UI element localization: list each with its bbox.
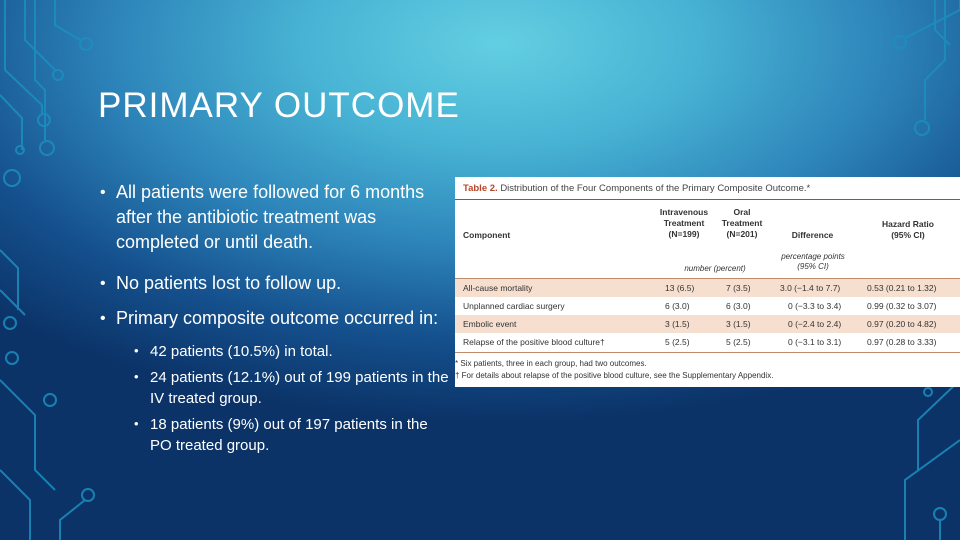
- bullet-dot: •: [100, 310, 106, 327]
- bullet-item: [100, 306, 452, 331]
- cell-diff: 3.0 (−1.4 to 7.7): [780, 283, 841, 293]
- cell-diff: 0 (−3.3 to 3.4): [788, 301, 842, 311]
- unit-points: percentage points (95% CI): [781, 252, 845, 271]
- cell-hr: 0.53 (0.21 to 1.32): [867, 283, 937, 293]
- bullet-item: [100, 180, 452, 255]
- table-footnote: * Six patients, three in each group, had two outcomes.: [455, 359, 647, 368]
- table-caption: [463, 183, 810, 194]
- cell-diff: 0 (−3.1 to 3.1): [788, 337, 842, 347]
- cell-hr: 0.97 (0.20 to 4.82): [867, 319, 937, 329]
- bullet-text: No patients lost to follow up.: [116, 273, 342, 293]
- table-row: [455, 315, 960, 333]
- header-oral: Oral Treatment (N=201): [721, 207, 763, 239]
- table-footnote: † For details about relapse of the positive blood culture, see the Supplementary Appendix.: [455, 371, 774, 380]
- cell-oral: 3 (1.5): [726, 319, 751, 329]
- table-rule: [455, 199, 960, 200]
- cell-iv: 5 (2.5): [665, 337, 690, 347]
- table-row: [455, 333, 960, 351]
- cell-iv: 13 (6.5): [665, 283, 695, 293]
- table-caption-text: Distribution of the Four Components of the Primary Composite Outcome.*: [500, 183, 811, 194]
- slide-title: PRIMARY OUTCOME: [98, 86, 460, 125]
- cell-component: Unplanned cardiac surgery: [463, 301, 565, 311]
- cell-hr: 0.97 (0.28 to 3.33): [867, 337, 937, 347]
- bullet-text: All patients were followed for 6 months after the antibiotic treatment was completed or until death.: [116, 182, 425, 252]
- cell-diff: 0 (−2.4 to 2.4): [788, 319, 842, 329]
- header-difference: Difference: [791, 230, 834, 240]
- sub-bullet-text: 18 patients (9%) out of 197 patients in the PO treated group.: [150, 416, 428, 454]
- cell-hr: 0.99 (0.32 to 3.07): [867, 301, 937, 311]
- table-caption-label: Table 2.: [463, 183, 498, 194]
- cell-oral: 6 (3.0): [726, 301, 751, 311]
- bullet-list: [100, 180, 452, 456]
- table-rule: [455, 352, 960, 353]
- cell-iv: 6 (3.0): [665, 301, 690, 311]
- bullet-dot: •: [134, 416, 139, 431]
- bullet-item: [100, 271, 452, 296]
- header-component: Component: [463, 230, 511, 240]
- bullet-dot: •: [100, 275, 106, 292]
- bullet-dot: •: [134, 343, 139, 358]
- sub-bullet-item: [134, 414, 452, 456]
- cell-iv: 3 (1.5): [665, 319, 690, 329]
- sub-bullet-item: [134, 367, 452, 409]
- cell-oral: 5 (2.5): [726, 337, 751, 347]
- header-iv: Intravenous Treatment (N=199): [659, 207, 709, 239]
- unit-number: number (percent): [684, 264, 746, 273]
- cell-oral: 7 (3.5): [726, 283, 751, 293]
- table-row: [455, 279, 960, 297]
- bullet-dot: •: [100, 184, 106, 201]
- header-hazard: Hazard Ratio (95% CI): [882, 219, 934, 240]
- outcome-table: [455, 177, 960, 387]
- table-row: [455, 297, 960, 315]
- cell-component: All-cause mortality: [463, 283, 533, 293]
- bullet-text: Primary composite outcome occurred in:: [116, 308, 439, 328]
- sub-bullet-list: [100, 341, 452, 456]
- sub-bullet-text: 42 patients (10.5%) in total.: [150, 343, 333, 360]
- cell-component: Relapse of the positive blood culture†: [463, 337, 605, 347]
- sub-bullet-item: [134, 341, 452, 362]
- bullet-dot: •: [134, 369, 139, 384]
- sub-bullet-text: 24 patients (12.1%) out of 199 patients in the IV treated group.: [150, 369, 449, 407]
- cell-component: Embolic event: [463, 319, 517, 329]
